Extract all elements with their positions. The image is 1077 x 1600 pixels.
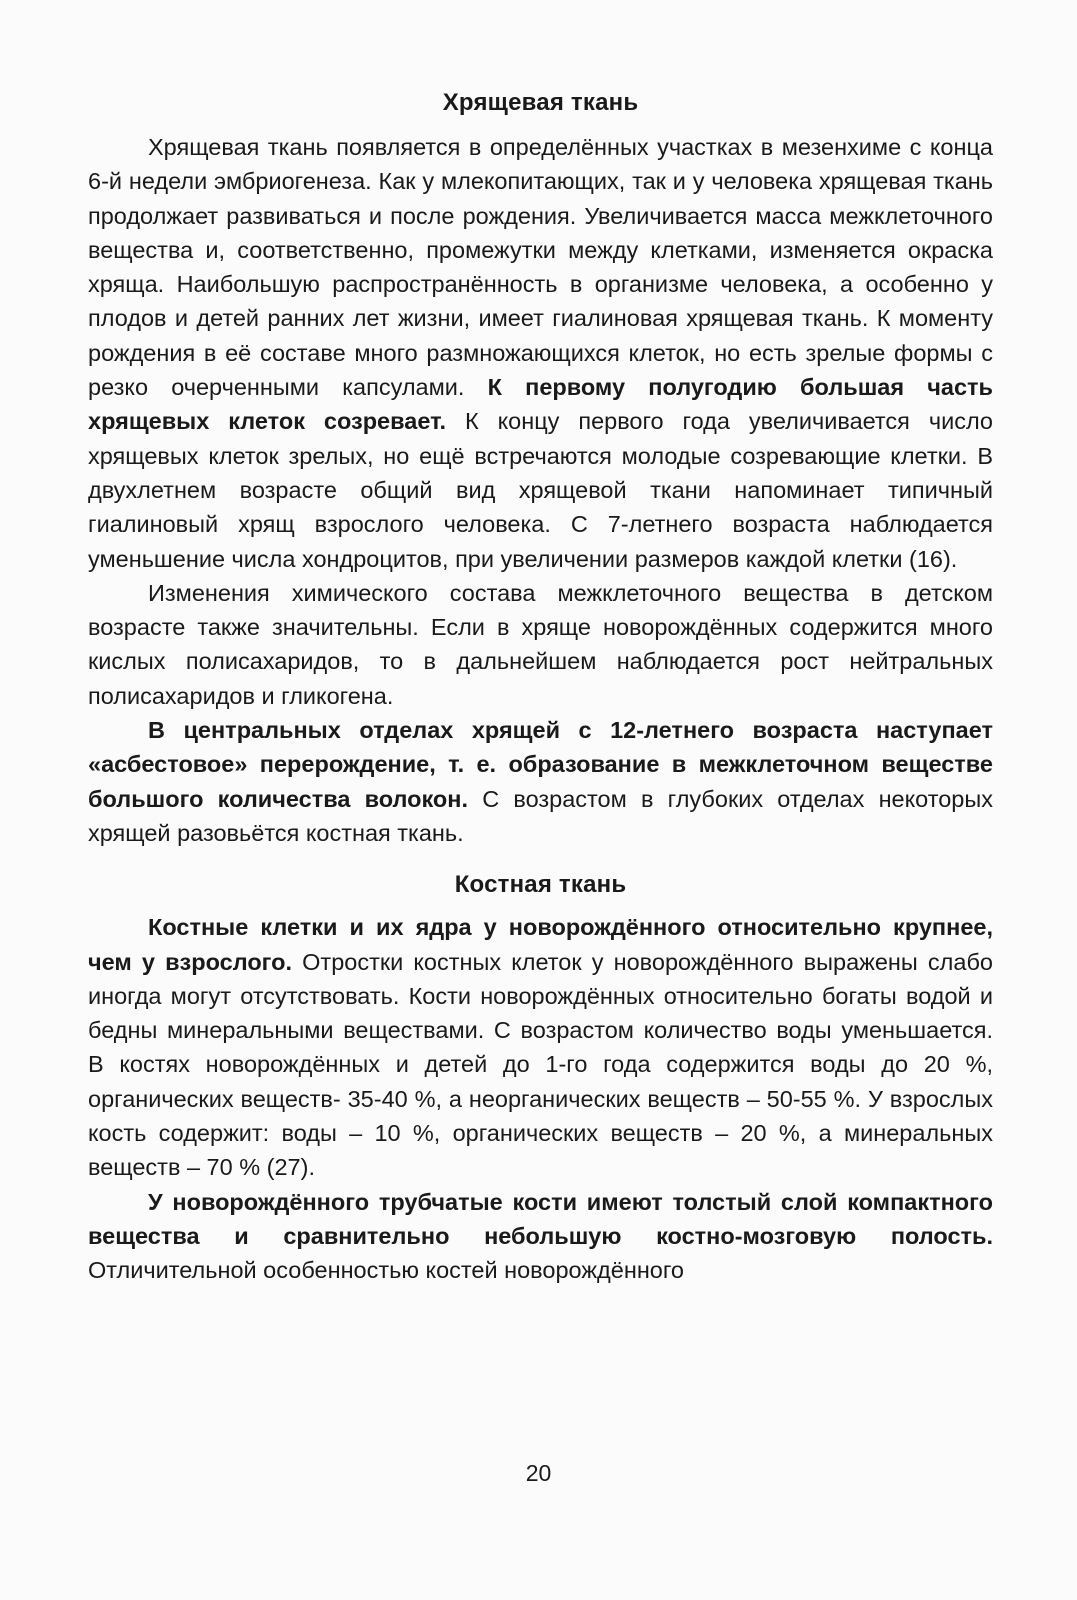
paragraph-bold-text: У новорождённого трубчатые кости имеют толстый слой компактного вещества и сравнительно небольшую костно-мозговую полость. [88, 1188, 993, 1249]
paragraph-text: Хрящевая ткань появляется в определённых участках в мезенхиме с конца 6-й недели эмбриогенеза. Как у млекопитающих, так и у человека хрящевая ткань продолжает развиваться и после рождения. Увеличивается масса межклеточного вещества и, соответственно, промежутки между клетками, изменяется окраска хряща. Наибольшую распространённость в организме человека, а особенно у плодов и детей ранних лет жизни, имеет гиалиновая хрящевая ткань. К моменту рождения в её составе много размножающихся клеток, но есть зрелые формы с резко очерченными капсулами. [88, 134, 993, 401]
page-content [88, 86, 993, 1288]
paragraph-bold-text: Костные клетки и их ядра у новорождённого относительно крупнее, чем у взрослого. [88, 914, 993, 975]
section-heading-cartilage: Хрящевая ткань [442, 89, 639, 116]
paragraph-text: С возрастом в глубоких отделах некоторых хрящей разовьётся костная ткань. [88, 785, 993, 846]
paragraph [88, 576, 993, 713]
paragraph-bold-text: К первому полугодию большая часть хрящевых клеток созревает. [88, 374, 993, 435]
paragraph-text: Отростки костных клеток у новорождённого выражены слабо иногда могут отсутствовать. Кости новорождённых относительно богаты водой и бедны минеральными веществами. С возрастом количество воды уменьшается. В костях новорождённых и детей до 1-го года содержится воды до 20 %, органических веществ- 35-40 %, а неорганических веществ – 50-55 %. У взрослых кость содержит: воды – 10 %, органических веществ – 20 %, а минеральных веществ – 70 % (27). [88, 948, 993, 1181]
paragraph [88, 130, 993, 576]
paragraph-text: Изменения химического состава межклеточного вещества в детском возрасте также значительны. Если в хряще новорождённых содержится много кислых полисахаридов, то в дальнейшем наблюдается рост нейтральных полисахаридов и гликогена. [88, 579, 993, 709]
section-heading-bone: Костная ткань [454, 871, 627, 899]
paragraph [88, 1185, 993, 1288]
paragraph-bold-text: В центральных отделах хрящей с 12-летнего возраста наступает «асбестовое» перерождение, т. е. образование в межклеточном веществе большого количества волокон. [88, 717, 993, 812]
paragraph [88, 713, 993, 850]
paragraph-text: Отличительной особенностью костей новорождённого [88, 1257, 684, 1284]
paragraph [88, 910, 993, 1184]
paragraph-text: К концу первого года увеличивается число хрящевых клеток зрелых, но ещё встречаются молодые созревающие клетки. В двухлетнем возрасте общий вид хрящевой ткани напоминает типичный гиалиновый хрящ взрослого человека. С 7-летнего возраста наблюдается уменьшение числа хондроцитов, при увеличении размеров каждой клетки (16). [88, 408, 993, 572]
page-number: 20 [525, 1460, 552, 1486]
